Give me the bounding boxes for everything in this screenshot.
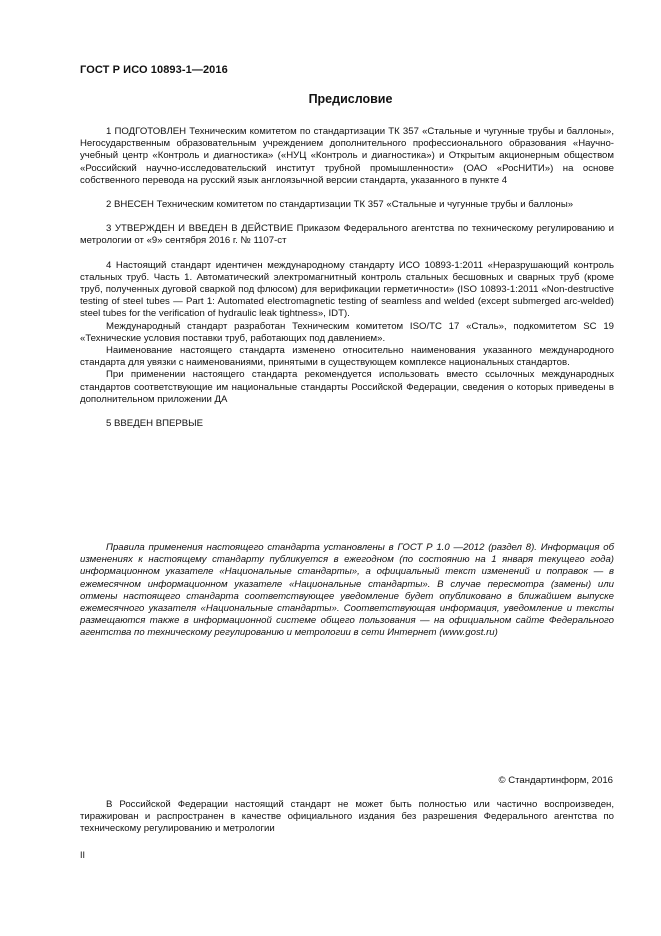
- usage-notice-text: Правила применения настоящего стандарта установлены в ГОСТ Р 1.0 —2012 (раздел 8). Информация об изменениях к настоящему стандарту публикуется в ежегодном (по состоянию на 1 января текущего года) информационном указателе «Национальные стандарты», а официальный текст изменений и поправок — в ежемесячном информационном указателе «Национальные стандарты». В случае пересмотра (замены) или отмены настоящего стандарта соответствующее уведомление будет опубликовано в ближайшем выпуске ежемесячного указателя «Национальные стандарты». Соответствующая информация, уведомление и тексты размещаются также в информационной системе общего пользования — на официальном сайте Федерального агентства по техническому регулированию и метрологии в сети Интернет (www.gost.ru): [80, 542, 614, 639]
- foreword-body: [80, 126, 614, 430]
- reproduction-notice-text: В Российской Федерации настоящий стандарт не может быть полностью или частично воспроизведен, тиражирован и распространен в качестве официального издания без разрешения Федерального агентства по техническому регулированию и метрологии: [80, 799, 614, 835]
- paragraph-submitted: 2 ВНЕСЕН Техническим комитетом по стандартизации ТК 357 «Стальные и чугунные трубы и баллоны»: [106, 199, 574, 211]
- copyright: © Стандартинформ, 2016: [498, 775, 613, 786]
- usage-notice: [80, 542, 614, 640]
- paragraph-name-changed: Наименование настоящего стандарта изменено относительно наименования указанного международного стандарта для увязки с наименованиями, принятыми в существующем комплексе национальных стандартов.: [80, 345, 614, 369]
- paragraph-references: При применении настоящего стандарта рекомендуется использовать вместо ссылочных международных стандартов соответствующие им национальные стандарты Российской Федерации, сведения о которых приведены в дополнительном приложении ДА: [80, 369, 614, 405]
- paragraph-developed-by: Международный стандарт разработан Техническим комитетом ISO/TC 17 «Сталь», подкомитетом SC 19 «Технические условия поставки труб, работающих под давлением».: [80, 320, 614, 344]
- page-number: II: [80, 850, 86, 860]
- document-code: ГОСТ Р ИСО 10893-1—2016: [80, 64, 228, 76]
- paragraph-prepared: 1 ПОДГОТОВЛЕН Техническим комитетом по стандартизации ТК 357 «Стальные и чугунные трубы и баллоны», Негосударственным образовательным учреждением дополнительного профессионального образования «Научно-учебный центр «Контроль и диагностика» («НУЦ «Контроль и диагностика») и Открытым акционерным обществом «Российский научно-исследовательский институт трубной промышленности» (ОАО «РосНИТИ») на основе собственного перевода на русский язык англоязычной версии стандарта, указанного в пункте 4: [80, 126, 614, 186]
- page-title: Предисловие: [308, 92, 393, 106]
- paragraph-approved: 3 УТВЕРЖДЕН И ВВЕДЕН В ДЕЙСТВИЕ Приказом Федерального агентства по техническому регулированию и метрологии от «9» сентября 2016 г. № 1107-ст: [80, 223, 614, 247]
- reproduction-notice: [80, 799, 614, 836]
- paragraph-identical: 4 Настоящий стандарт идентичен международному стандарту ИСО 10893-1:2011 «Неразрушающий контроль стальных труб. Часть 1. Автоматический электромагнитный контроль стальных бесшовных и сварных труб (кроме труб, полученных дуговой сваркой под флюсом) для верификации герметичности» (ISO 10893-1:2011 «Non-destructive testing of steel tubes — Part 1: Automated electromagnetic testing of seamless and welded (except submerged arc-welded) steel tubes for the verification of hydraulic leak tightness», IDT).: [80, 259, 614, 320]
- paragraph-introduced-first: 5 ВВЕДЕН ВПЕРВЫЕ: [106, 418, 204, 430]
